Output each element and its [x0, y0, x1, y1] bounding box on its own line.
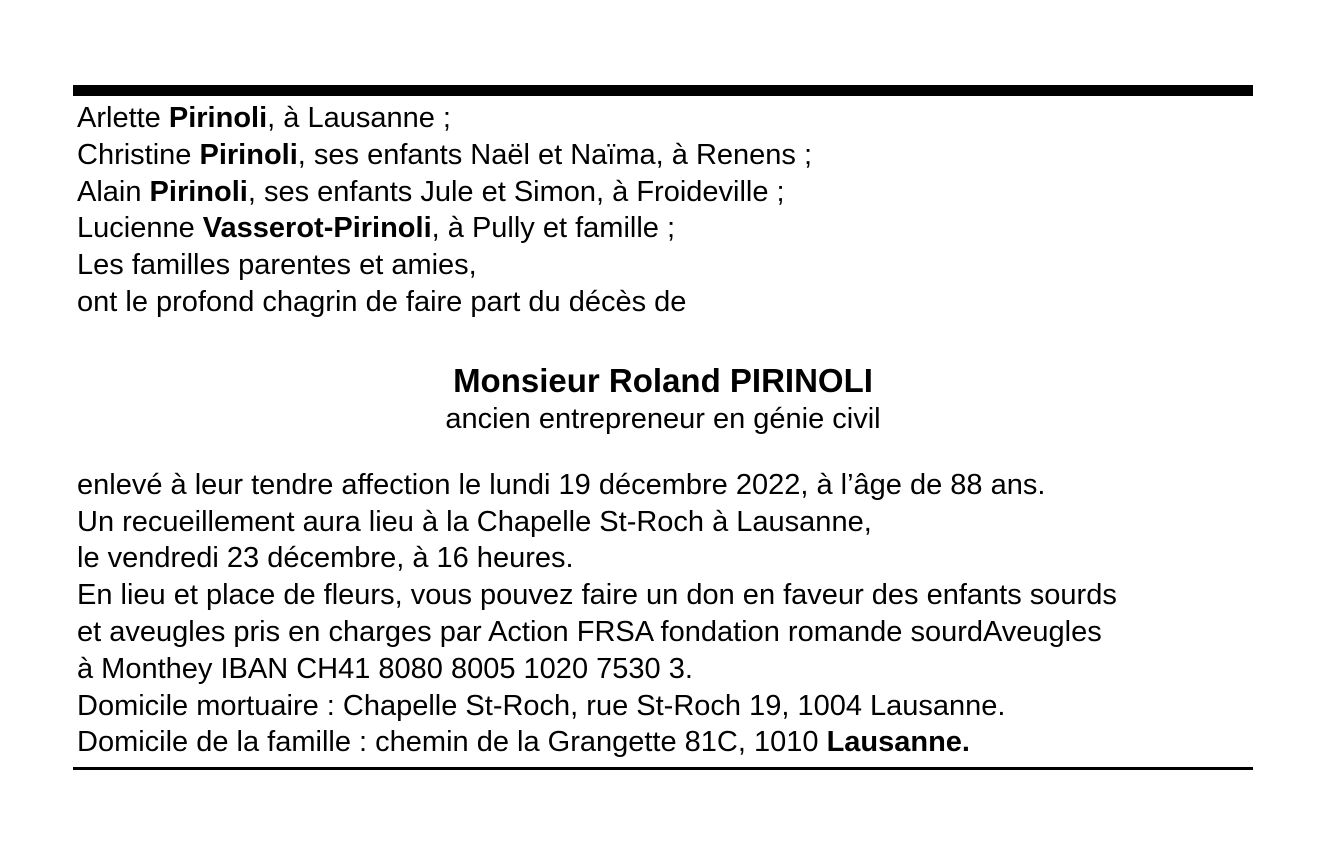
- deceased-title: ancien entrepreneur en génie civil: [445, 402, 881, 435]
- ceremony-line: Un recueillement aura lieu à la Chapelle St-Roch à Lausanne,: [77, 505, 872, 538]
- bottom-rule: [73, 767, 1253, 770]
- deceased-name: Monsieur Roland PIRINOLI: [453, 361, 873, 399]
- deceased-block: [73, 361, 1253, 437]
- iban-line: à Monthey IBAN CH41 8080 8005 1020 7530 3.: [77, 652, 693, 685]
- family-line: Arlette Pirinoli, à Lausanne ;: [77, 102, 451, 134]
- details-block: [73, 467, 1253, 761]
- family-list: [73, 100, 1253, 321]
- family-line: Alain Pirinoli, ses enfants Jule et Simon, à Froideville ;: [77, 175, 785, 208]
- donation-line: et aveugles pris en charges par Action FRSA fondation romande sourdAveugles: [77, 615, 1102, 648]
- top-rule: [73, 85, 1253, 96]
- relatives-line: Les familles parentes et amies,: [77, 249, 477, 282]
- ceremony-date-line: le vendredi 23 décembre, à 16 heures.: [77, 542, 574, 575]
- family-surname: Pirinoli: [168, 102, 268, 134]
- family-surname: Pirinoli: [199, 138, 298, 171]
- family-surname: Pirinoli: [149, 175, 248, 208]
- donation-line: En lieu et place de fleurs, vous pouvez faire un don en faveur des enfants sourds: [77, 579, 1117, 612]
- family-address-line: Domicile de la famille : chemin de la Grangette 81C, 1010 Lausanne.: [77, 726, 970, 759]
- family-surname: Vasserot-Pirinoli: [202, 212, 432, 245]
- mortuary-address-line: Domicile mortuaire : Chapelle St-Roch, rue St-Roch 19, 1004 Lausanne.: [77, 689, 1006, 722]
- death-date-line: enlevé à leur tendre affection le lundi 19 décembre 2022, à l’âge de 88 ans.: [77, 468, 1046, 501]
- family-line: Lucienne Vasserot-Pirinoli, à Pully et famille ;: [77, 212, 676, 245]
- family-line: Christine Pirinoli, ses enfants Naël et Naïma, à Renens ;: [77, 138, 813, 171]
- family-address-city: Lausanne.: [826, 726, 970, 759]
- announcement-line: ont le profond chagrin de faire part du décès de: [77, 285, 687, 318]
- obituary-notice: [73, 85, 1253, 770]
